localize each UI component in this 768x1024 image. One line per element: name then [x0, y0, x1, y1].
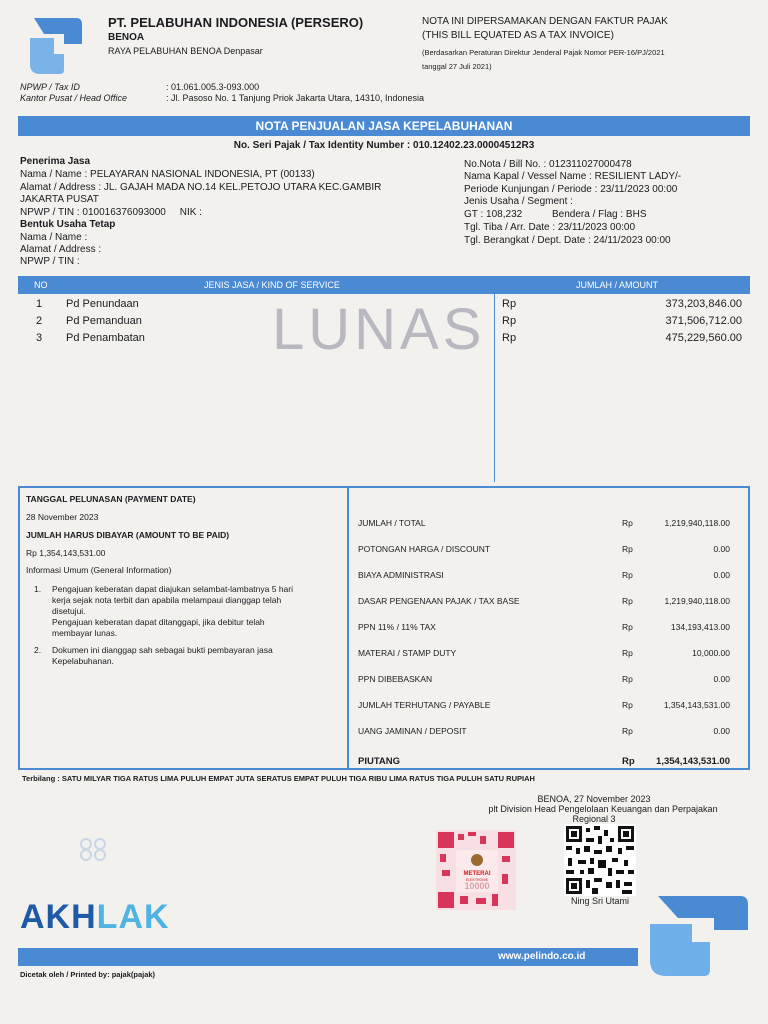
tax-serial-number: No. Seri Pajak / Tax Identity Number : 010.12402.23.00004512R3 [233, 140, 535, 151]
tax-note: (THIS BILL EQUATED AS A TAX INVOICE) [422, 30, 614, 41]
summary-amount: 134,193,413.00 [670, 622, 730, 632]
summary-label: DASAR PENGENAAN PAJAK / TAX BASE [358, 596, 520, 606]
summary-amount: 1,354,143,531.00 [663, 700, 730, 710]
info-number: 2. [34, 645, 42, 655]
recipient-address: Alamat / Address : JL. GAJAH MADA NO.14 KEL.PETOJO UTARA KEC.GAMBIR [20, 182, 382, 193]
recipient-address-2: JAKARTA PUSAT [20, 194, 99, 205]
summary-row [358, 726, 736, 738]
currency: Rp [622, 726, 633, 736]
currency: Rp [622, 700, 633, 710]
row-no: 1 [36, 298, 43, 310]
service-row [18, 298, 750, 312]
sign-place-date: BENOA, 27 November 2023 [537, 794, 651, 804]
summary-row [358, 622, 736, 634]
departure-date: Tgl. Berangkat / Dept. Date : 24/11/2023 00:00 [464, 235, 671, 246]
vessel-name: Nama Kapal / Vessel Name : RESILIENT LADY/- [464, 171, 682, 182]
row-no: 2 [36, 315, 43, 327]
amount-to-pay: Rp 1,354,143,531.00 [26, 548, 106, 558]
signer-role: plt Division Head Pengelolaan Keuangan dan Perpajakan [488, 804, 718, 814]
currency: Rp [502, 332, 517, 344]
bill-number: No.Nota / Bill No. : 012311027000478 [464, 159, 632, 170]
but-address: Alamat / Address : [20, 244, 102, 255]
summary-label: PIUTANG [358, 756, 401, 767]
info-number: 1. [34, 584, 42, 594]
currency: Rp [502, 315, 517, 327]
service-name: Pd Penundaan [66, 298, 139, 310]
summary-label: PPN DIBEBASKAN [358, 674, 433, 684]
decorative-pattern-icon [78, 836, 112, 862]
segment: Jenis Usaha / Segment : [464, 196, 573, 207]
currency: Rp [622, 518, 633, 528]
but-npwp: NPWP / TIN : [20, 256, 80, 267]
signature-qr-code [564, 824, 636, 896]
summary-amount: 1,219,940,118.00 [664, 596, 730, 606]
currency: Rp [622, 674, 633, 684]
but-heading: Bentuk Usaha Tetap [20, 219, 116, 230]
flag: Bendera / Flag : BHS [552, 209, 647, 220]
company-name: PT. PELABUHAN INDONESIA (PERSERO) [108, 15, 364, 30]
arrival-date: Tgl. Tiba / Arr. Date : 23/11/2023 00:00 [464, 222, 636, 233]
summary-row [358, 700, 736, 712]
pelindo-logo [24, 14, 86, 78]
currency: Rp [622, 596, 633, 606]
office-label: Kantor Pusat / Head Office [20, 93, 128, 103]
akhlak-text: AKH [20, 898, 97, 936]
summary-label: POTONGAN HARGA / DISCOUNT [358, 544, 491, 554]
summary-amount: 0.00 [713, 544, 730, 554]
currency: Rp [502, 298, 517, 310]
service-amount: 371,506,712.00 [665, 315, 742, 327]
branch-name: BENOA [108, 32, 145, 43]
materai-value: 10000 [464, 881, 490, 891]
col-amount: JUMLAH / AMOUNT [576, 280, 659, 290]
currency: Rp [622, 756, 635, 767]
general-info-label: Informasi Umum (General Information) [26, 565, 172, 575]
summary-label: JUMLAH TERHUTANG / PAYABLE [358, 700, 491, 710]
summary-row-total [358, 756, 736, 768]
paid-stamp: LUNAS [272, 297, 486, 362]
office-value: : Jl. Pasoso No. 1 Tanjung Priok Jakarta Utara, 14310, Indonesia [166, 93, 424, 103]
document-title: NOTA PENJUALAN JASA KEPELABUHANAN [18, 116, 750, 136]
gross-tonnage: GT : 108,232 [464, 209, 523, 220]
summary-row [358, 674, 736, 686]
npwp-value: : 01.061.005.3-093.000 [166, 82, 260, 92]
service-name: Pd Penambatan [66, 332, 145, 344]
currency: Rp [622, 570, 633, 580]
info-text: Kepelabuhanan. [52, 656, 114, 666]
but-name: Nama / Name : [20, 232, 88, 243]
akhlak-logo [20, 898, 170, 937]
payment-date-label: TANGGAL PELUNASAN (PAYMENT DATE) [26, 494, 196, 504]
signer-name: Ning Sri Utami [570, 896, 629, 906]
visit-period: Periode Kunjungan / Periode : 23/11/2023 00:00 [464, 184, 678, 195]
recipient-npwp: NPWP / TIN : 010016376093000 NIK : [20, 207, 202, 218]
info-text: disetujui. [52, 606, 86, 616]
summary-label: UANG JAMINAN / DEPOSIT [358, 726, 467, 736]
service-row [18, 332, 750, 346]
summary-amount: 0.00 [713, 726, 730, 736]
info-text: Pengajuan keberatan dapat ditanggapi, jika debitur telah [52, 617, 265, 627]
box-divider [347, 488, 349, 768]
amount-in-words: Terbilang : SATU MILYAR TIGA RATUS LIMA PULUH EMPAT JUTA SERATUS EMPAT PULUH TIGA RIBU LIMA RATUS TIGA PULUH SATU RUPIAH [22, 774, 535, 783]
services-header [18, 276, 750, 294]
summary-amount: 1,354,143,531.00 [656, 756, 730, 767]
col-kind: JENIS JASA / KIND OF SERVICE [204, 280, 340, 290]
summary-label: BIAYA ADMINISTRASI [358, 570, 444, 580]
branch-address: RAYA PELABUHAN BENOA Denpasar [108, 46, 263, 56]
info-text: kerja sejak nota terbit dan apabila melampaui dianggap telah [52, 595, 282, 605]
signer-region: Regional 3 [572, 814, 616, 824]
amount-to-pay-label: JUMLAH HARUS DIBAYAR (AMOUNT TO BE PAID) [26, 530, 230, 540]
row-no: 3 [36, 332, 43, 344]
tax-note: NOTA INI DIPERSAMAKAN DENGAN FAKTUR PAJAK [422, 16, 668, 27]
printed-by: Dicetak oleh / Printed by: pajak(pajak) [20, 970, 156, 979]
service-name: Pd Pemanduan [66, 315, 142, 327]
summary-row [358, 544, 736, 556]
currency: Rp [622, 544, 633, 554]
recipient-heading: Penerima Jasa [20, 156, 91, 167]
materai-sublabel: ELEKTRONIK [465, 878, 489, 882]
tax-note: tanggal 27 Juli 2021) [422, 62, 492, 71]
pelindo-corner-logo [640, 890, 750, 980]
e-materai-stamp [436, 830, 516, 910]
col-no: NO [34, 280, 48, 290]
npwp-label: NPWP / Tax ID [20, 82, 80, 92]
summary-amount: 0.00 [713, 570, 730, 580]
info-text: Pengajuan keberatan dapat diajukan selambat-lambatnya 5 hari [52, 584, 293, 594]
currency: Rp [622, 622, 633, 632]
service-row [18, 315, 750, 329]
summary-amount: 10,000.00 [692, 648, 730, 658]
summary-row [358, 648, 736, 660]
summary-amount: 0.00 [713, 674, 730, 684]
summary-amount: 1,219,940,118.00 [664, 518, 730, 528]
summary-row [358, 570, 736, 582]
summary-label: PPN 11% / 11% TAX [358, 622, 436, 632]
payment-date: 28 November 2023 [26, 512, 99, 522]
akhlak-text: LAK [96, 898, 170, 936]
currency: Rp [622, 648, 633, 658]
tax-note: (Berdasarkan Peraturan Direktur Jenderal Pajak Nomor PER-16/PJ/2021 [422, 48, 665, 57]
info-text: membayar lunas. [52, 628, 118, 638]
summary-row [358, 518, 736, 530]
summary-label: JUMLAH / TOTAL [358, 518, 426, 528]
summary-row [358, 596, 736, 608]
summary-label: MATERAI / STAMP DUTY [358, 648, 457, 658]
service-amount: 475,229,560.00 [665, 332, 742, 344]
website-link[interactable]: www.pelindo.co.id [498, 951, 586, 962]
recipient-name: Nama / Name : PELAYARAN NASIONAL INDONESIA, PT (00133) [20, 169, 315, 180]
info-text: Dokumen ini dianggap sah sebagai bukti pembayaran jasa [52, 645, 273, 655]
service-amount: 373,203,846.00 [665, 298, 742, 310]
materai-label: METERAI [463, 871, 491, 877]
